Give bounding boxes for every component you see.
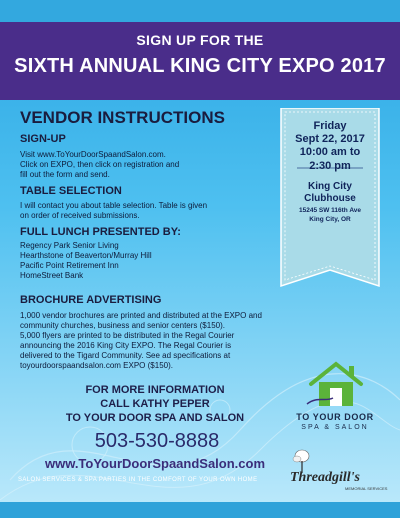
- brochure-line: delivered to the Tigard Community. See ad specifications at: [20, 351, 231, 360]
- event-time-start: 10:00 am to: [299, 146, 361, 158]
- threadgill-logo: Threadgill's: [290, 470, 361, 485]
- bottom-strip: [0, 502, 400, 518]
- footer-tagline: SALON SERVICES & SPA PARTIES IN THE COMFORT OF YOUR OWN HOME: [18, 477, 258, 483]
- website-link[interactable]: www.ToYourDoorSpaandSalon.com: [44, 456, 266, 471]
- table-text: [20, 201, 207, 221]
- event-address: 15245 SW 116th Ave: [298, 207, 362, 214]
- lunch-item: Pacific Point Retirement Inn: [20, 261, 119, 270]
- lunch-list: [20, 241, 152, 281]
- header-banner: [0, 22, 400, 100]
- event-date: Sept 22, 2017: [295, 133, 365, 145]
- event-venue: King City: [308, 181, 352, 192]
- brochure-line: 1,000 vendor brochures are printed and distributed at the EXPO and: [20, 311, 262, 320]
- event-venue-2: Clubhouse: [304, 193, 356, 204]
- tyd-logo-sub: SPA & SALON: [301, 424, 369, 431]
- tyd-logo-name: TO YOUR DOOR: [296, 412, 374, 422]
- more-info-label: FOR MORE INFORMATION: [85, 384, 225, 396]
- vendor-instructions-title: VENDOR INSTRUCTIONS: [20, 108, 225, 127]
- call-label: CALL KATHY PEPER: [100, 398, 210, 410]
- banner-line1: SIGN UP FOR THE: [136, 32, 264, 48]
- lunch-item: Regency Park Senior Living: [20, 241, 119, 250]
- event-day: Friday: [313, 120, 347, 132]
- brochure-line: community churches, business and senior centers ($150).: [20, 321, 225, 330]
- brochure-text: [20, 311, 310, 371]
- company-label: TO YOUR DOOR SPA AND SALON: [65, 412, 245, 424]
- banner-title: SIXTH ANNUAL KING CITY EXPO 2017: [14, 55, 386, 77]
- signup-heading: SIGN-UP: [20, 133, 66, 145]
- table-line: on order of received submissions.: [20, 211, 140, 220]
- brochure-line: toyourdoorspaandsalon.com EXPO ($150).: [20, 361, 173, 370]
- signup-text: [20, 150, 179, 180]
- event-time-end: 2:30 pm: [309, 160, 351, 172]
- signup-line: Click on EXPO, then click on registration and: [20, 160, 180, 169]
- event-city: King City, OR: [309, 216, 351, 223]
- top-strip: [0, 0, 400, 22]
- phone-number[interactable]: 503-530-8888: [94, 430, 220, 452]
- brochure-line: 5,000 flyers are printed to be distributed in the Regal Courier: [20, 331, 235, 340]
- signup-line: fill out the form and send.: [20, 170, 110, 179]
- table-line: I will contact you about table selection. Table is given: [20, 201, 208, 210]
- table-heading: TABLE SELECTION: [20, 185, 122, 197]
- house-logo-icon: [305, 358, 367, 410]
- lunch-item: Hearthstone of Beaverton/Murray Hill: [20, 251, 152, 260]
- lunch-item: HomeStreet Bank: [20, 271, 84, 280]
- brochure-heading: BROCHURE ADVERTISING: [20, 294, 162, 306]
- lunch-heading: FULL LUNCH PRESENTED BY:: [20, 226, 181, 238]
- signup-line: Visit www.ToYourDoorSpaandSalon.com.: [20, 150, 166, 159]
- brochure-line: announcing the 2016 King City EXPO. The Regal Courier is: [20, 341, 232, 350]
- threadgill-sub: MEMORIAL SERVICES: [345, 486, 388, 491]
